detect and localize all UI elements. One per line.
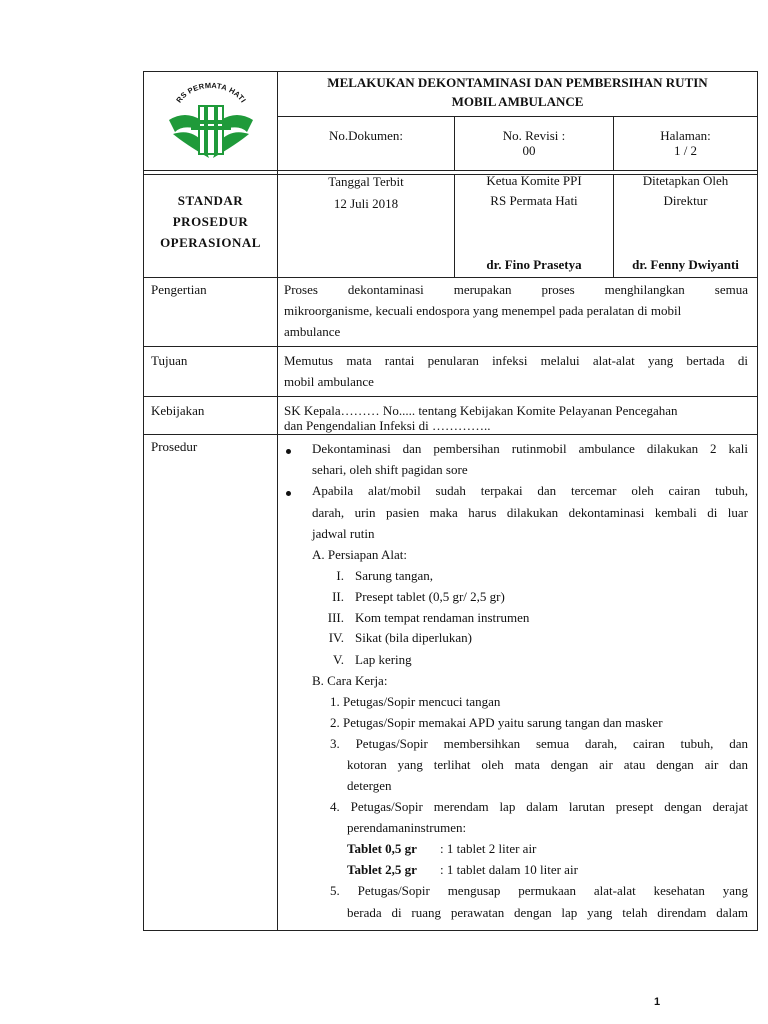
step-5-l1: 5. Petugas/Sopir mengusap permukaan alat-alat kesehatan yang (330, 883, 748, 898)
prosedur-b2-l1: Apabila alat/mobil sudah terpakai dan tercemar oleh cairan tubuh, (312, 483, 748, 498)
alat-num: III. (327, 610, 344, 625)
kebijakan-text-l2: dan Pengendalian Infeksi di ………….. (284, 418, 491, 433)
hospital-logo (163, 80, 259, 164)
alat-text: Sarung tangan, (355, 568, 433, 583)
table-line-title-bottom (277, 116, 758, 117)
table-border-right (757, 71, 758, 931)
prosedur-label: Prosedur (151, 439, 198, 454)
table-line-sop-bottom (143, 277, 758, 278)
table-line-tujuan-bottom (143, 396, 758, 397)
tablet-25-text: : 1 tablet dalam 10 liter air (440, 862, 578, 877)
step-3-l2: kotoran yang terlihat oleh mata dengan air atau dengan air dan (347, 757, 748, 772)
no-dokumen-label: No.Dokumen: (328, 128, 404, 143)
persiapan-alat-heading: A. Persiapan Alat: (312, 547, 407, 562)
tujuan-text-l2: mobil ambulance (284, 374, 374, 389)
document-title-line1: MELAKUKAN DEKONTAMINASI DAN PEMBERSIHAN RUTIN (327, 75, 708, 90)
pengertian-text-l1: Proses dekontaminasi merupakan proses menghilangkan semua (284, 282, 748, 297)
prosedur-b2-l2: darah, urin pasien maka harus dilakukan dekontaminasi kembali di luar (312, 505, 748, 520)
sop-label-standar: STANDAR (177, 193, 244, 208)
ditetapkan-role: Direktur (663, 193, 708, 208)
ketua-komite-label: Ketua Komite PPI (486, 173, 582, 188)
pengertian-text-l3: ambulance (284, 324, 341, 339)
tujuan-label: Tujuan (151, 353, 188, 368)
alat-num: II. (332, 589, 344, 604)
bullet-2 (286, 491, 291, 496)
table-line-pengertian-bottom (143, 346, 758, 347)
direktur-name: dr. Fenny Dwiyanti (632, 257, 739, 272)
step-5-l2: berada di ruang perawatan dengan lap yang telah direndam dalam (347, 905, 748, 920)
tanggal-terbit-label: Tanggal Terbit (328, 174, 404, 189)
alat-text: Presept tablet (0,5 gr/ 2,5 gr) (355, 589, 505, 604)
ditetapkan-label: Ditetapkan Oleh (642, 173, 729, 188)
kebijakan-label: Kebijakan (151, 403, 205, 418)
pengertian-text-l2: mikroorganisme, kecuali endospora yang menempel pada peralatan di mobil (284, 303, 682, 318)
prosedur-b1-l1: Dekontaminasi dan pembersihan rutinmobil ambulance dilakukan 2 kali (312, 441, 748, 456)
ketua-komite-name: dr. Fino Prasetya (486, 257, 582, 272)
table-line-kebijakan-bottom (143, 434, 758, 435)
step-4-l1: 4. Petugas/Sopir merendam lap dalam larutan presept dengan derajat (330, 799, 748, 814)
halaman-value: 1 / 2 (673, 143, 698, 158)
kebijakan-text-l1: SK Kepala……… No..... tentang Kebijakan Komite Pelayanan Pencegahan (284, 403, 678, 418)
tujuan-text-l1: Memutus mata rantai penularan infeksi melalui alat-alat yang bertada di (284, 353, 748, 368)
halaman-label: Halaman: (660, 128, 711, 143)
no-revisi-value: 00 (522, 143, 536, 158)
logo-text: RS PERMATA HATI (174, 80, 248, 105)
step-2: 2. Petugas/Sopir memakai APD yaitu sarung tangan dan masker (330, 715, 663, 730)
prosedur-b1-l2: sehari, oleh shift pagidan sore (312, 462, 468, 477)
step-1: 1. Petugas/Sopir mencuci tangan (330, 694, 501, 709)
sop-label-operasional: OPERASIONAL (160, 235, 261, 250)
document-title-line2: MOBIL AMBULANCE (451, 94, 584, 109)
table-border-top (143, 71, 758, 72)
svg-text:RS PERMATA HATI (174, 81, 248, 105)
sop-label-prosedur: PROSEDUR (172, 214, 249, 229)
ketua-komite-org: RS Permata Hati (490, 193, 578, 208)
tablet-25-label: Tablet 2,5 gr (347, 862, 417, 877)
alat-text: Lap kering (355, 652, 412, 667)
tanggal-terbit-value: 12 Juli 2018 (333, 196, 399, 211)
alat-text: Kom tempat rendaman instrumen (355, 610, 530, 625)
prosedur-b2-l3: jadwal rutin (312, 526, 375, 541)
page-number: 1 (654, 996, 661, 1008)
table-line-header-bottom (143, 170, 758, 171)
step-3-l1: 3. Petugas/Sopir membersihkan semua darah, cairan tubuh, dan (330, 736, 748, 751)
cara-kerja-heading: B. Cara Kerja: (312, 673, 388, 688)
alat-num: I. (336, 568, 344, 583)
tablet-05-text: : 1 tablet 2 liter air (440, 841, 537, 856)
alat-num: IV. (328, 630, 344, 645)
step-4-l2: perendamaninstrumen: (347, 820, 467, 835)
pengertian-label: Pengertian (151, 282, 207, 297)
tablet-05-label: Tablet 0,5 gr (347, 841, 417, 856)
table-border-bottom (143, 930, 758, 931)
step-3-l3: detergen (347, 778, 392, 793)
alat-num: V. (333, 652, 344, 667)
alat-text: Sikat (bila diperlukan) (355, 630, 472, 645)
bullet-1 (286, 449, 291, 454)
no-revisi-label: No. Revisi : (502, 128, 566, 143)
